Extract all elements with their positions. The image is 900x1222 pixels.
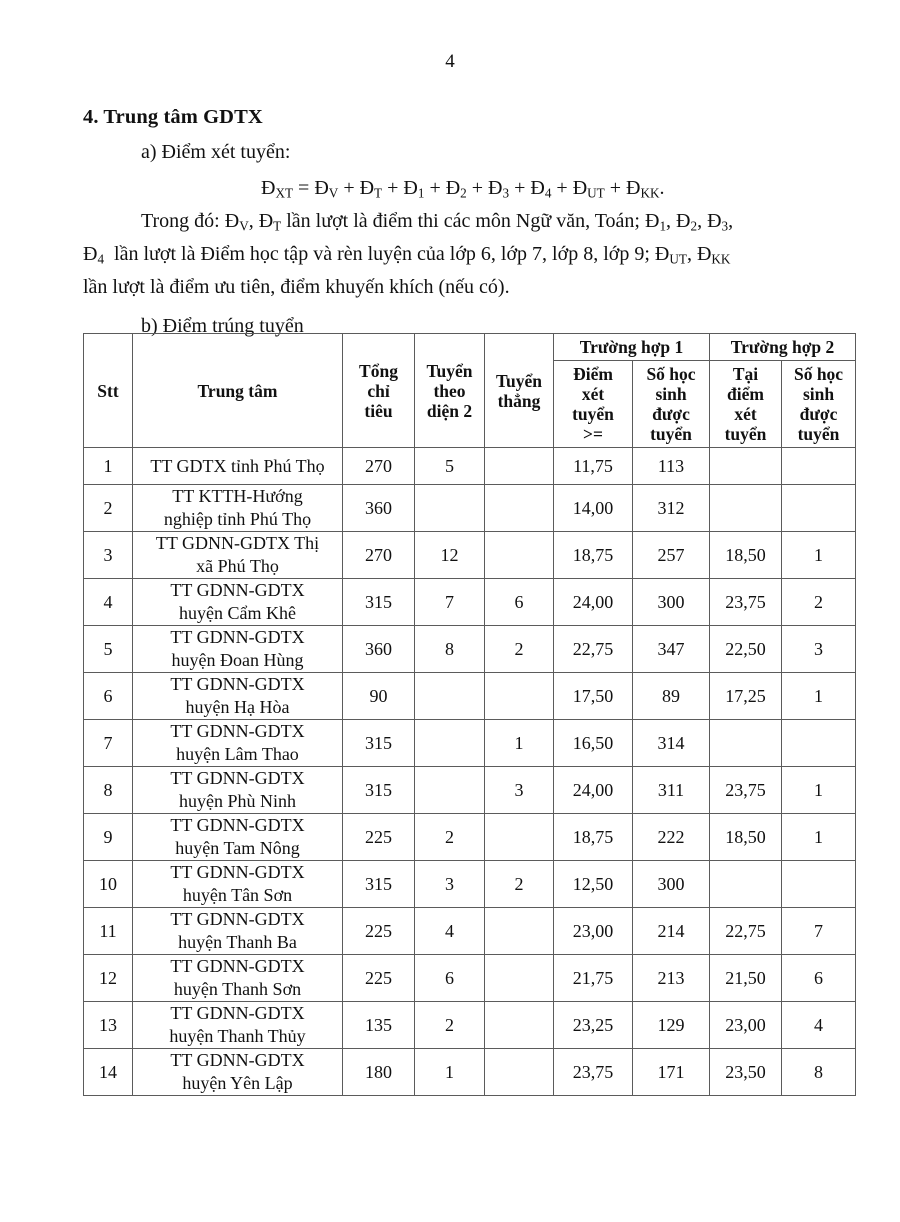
cell-center-name — [133, 1002, 343, 1049]
column-header-quota-type2 — [415, 334, 485, 448]
cell-center-name — [133, 861, 343, 908]
center-name-line: TT GDNN-GDTX — [170, 721, 305, 741]
formula-plus: + — [471, 177, 484, 199]
cell-case1-score: 12,50 — [554, 861, 633, 908]
header-line: Tuyển — [426, 360, 473, 381]
cell-case2-score: 21,50 — [710, 955, 782, 1002]
table-row — [84, 485, 856, 532]
column-header-case2-students — [782, 361, 856, 448]
cell-total-quota: 225 — [343, 908, 415, 955]
formula-lhs: $Đ_{XT}$ — [261, 177, 294, 201]
cell-case2-students: 8 — [782, 1049, 856, 1096]
cell-direct-admission: 1 — [485, 720, 554, 767]
cell-total-quota: 180 — [343, 1049, 415, 1096]
cell-stt: 8 — [84, 767, 133, 814]
cell-case2-students: 1 — [782, 673, 856, 720]
cell-center-name — [133, 767, 343, 814]
header-line: tuyển — [572, 404, 614, 424]
header-line: được — [799, 404, 838, 424]
cell-case2-score: 22,50 — [710, 626, 782, 673]
center-name-line: huyện Tân Sơn — [182, 885, 293, 905]
cell-total-quota: 315 — [343, 861, 415, 908]
cell-direct-admission — [485, 448, 554, 485]
table-row — [84, 448, 856, 485]
formula-term-5: $Đ_3$ — [488, 177, 510, 201]
admission-score-formula — [83, 173, 858, 203]
cell-case2-score: 23,00 — [710, 1002, 782, 1049]
cell-case1-students: 311 — [633, 767, 710, 814]
cell-case2-students: 7 — [782, 908, 856, 955]
center-name-line: xã Phú Thọ — [196, 556, 279, 576]
cell-total-quota: 225 — [343, 814, 415, 861]
header-line: theo — [433, 380, 466, 401]
center-name-line: huyện Hạ Hòa — [185, 697, 290, 717]
cell-case1-students: 113 — [633, 448, 710, 485]
cell-case1-score: 14,00 — [554, 485, 633, 532]
cell-case2-score — [710, 861, 782, 908]
header-line: sinh — [802, 384, 835, 404]
center-name-line: TT GDTX tỉnh Phú Thọ — [150, 455, 325, 476]
cell-case2-students: 1 — [782, 767, 856, 814]
formula-plus: + — [609, 177, 622, 199]
cell-case1-score: 23,75 — [554, 1049, 633, 1096]
table-body — [84, 448, 856, 1096]
formula-period: . — [659, 177, 665, 199]
formula-legend-line-1: Trong đó: $Đ_V$, $Đ_T$ lần lượt là điểm thi các môn Ngữ văn, Toán; $Đ_1$, $Đ_2$, $Đ_3$, — [141, 210, 734, 234]
cell-stt: 11 — [84, 908, 133, 955]
formula-term-8: $Đ_{KK}$ — [626, 177, 660, 201]
cell-case1-score: 11,75 — [554, 448, 633, 485]
cell-direct-admission: 3 — [485, 767, 554, 814]
cell-stt: 4 — [84, 579, 133, 626]
table-row — [84, 673, 856, 720]
cell-stt: 10 — [84, 861, 133, 908]
center-name-line: huyện Tam Nông — [175, 838, 300, 858]
cell-case1-students: 171 — [633, 1049, 710, 1096]
formula-term-4: $Đ_2$ — [445, 177, 467, 201]
cell-case1-students: 314 — [633, 720, 710, 767]
cell-case1-students: 222 — [633, 814, 710, 861]
cell-case2-students: 1 — [782, 814, 856, 861]
cell-case1-students: 312 — [633, 485, 710, 532]
center-name-line: TT GDNN-GDTX — [170, 580, 305, 600]
cell-case1-score: 21,75 — [554, 955, 633, 1002]
cell-stt: 13 — [84, 1002, 133, 1049]
cell-quota-type2: 4 — [415, 908, 485, 955]
cell-total-quota: 315 — [343, 720, 415, 767]
center-name-line: TT GDNN-GDTX — [170, 862, 305, 882]
cell-case2-score: 23,75 — [710, 767, 782, 814]
section-heading: 4. Trung tâm GDTX — [83, 106, 263, 128]
center-name-line: TT GDNN-GDTX — [170, 815, 305, 835]
cell-case1-students: 347 — [633, 626, 710, 673]
cell-case2-students — [782, 720, 856, 767]
cell-case2-score — [710, 485, 782, 532]
cell-case2-score: 17,25 — [710, 673, 782, 720]
cell-total-quota: 315 — [343, 579, 415, 626]
header-line: Điểm — [573, 364, 613, 384]
cell-case2-students — [782, 448, 856, 485]
formula-plus: + — [556, 177, 568, 199]
cell-quota-type2: 5 — [415, 448, 485, 485]
center-name-line: TT GDNN-GDTX — [170, 674, 305, 694]
cell-case1-students: 257 — [633, 532, 710, 579]
cell-stt: 6 — [84, 673, 133, 720]
center-name-line: huyện Đoan Hùng — [171, 650, 304, 670]
cell-total-quota: 90 — [343, 673, 415, 720]
center-name-line: TT GDNN-GDTX — [170, 909, 305, 929]
cell-direct-admission — [485, 532, 554, 579]
cell-case1-score: 17,50 — [554, 673, 633, 720]
cell-total-quota: 270 — [343, 532, 415, 579]
table-row — [84, 532, 856, 579]
column-header-stt: Stt — [84, 334, 133, 448]
center-name-line: huyện Thanh Thủy — [169, 1026, 306, 1046]
center-name-line: huyện Cẩm Khê — [179, 603, 296, 623]
column-header-case2-score — [710, 361, 782, 448]
table-row — [84, 1002, 856, 1049]
cell-case1-students: 213 — [633, 955, 710, 1002]
cell-stt: 3 — [84, 532, 133, 579]
formula-term-3: $Đ_1$ — [403, 177, 425, 201]
cell-case2-score: 22,75 — [710, 908, 782, 955]
cell-stt: 9 — [84, 814, 133, 861]
center-name-line: TT GDNN-GDTX — [170, 627, 305, 647]
center-name-line: TT GDNN-GDTX — [170, 1050, 305, 1070]
header-line: Số học — [646, 364, 696, 384]
cell-total-quota: 225 — [343, 955, 415, 1002]
column-header-case1-students — [633, 361, 710, 448]
cell-total-quota: 315 — [343, 767, 415, 814]
admission-results-table — [83, 333, 856, 1096]
table-row — [84, 579, 856, 626]
column-header-case1-score — [554, 361, 633, 448]
cell-direct-admission: 2 — [485, 626, 554, 673]
subsection-a-label: a) Điểm xét tuyển: — [141, 141, 291, 163]
cell-case1-score: 24,00 — [554, 767, 633, 814]
center-name-line: huyện Phù Ninh — [179, 791, 296, 811]
center-name-line: TT GDNN-GDTX Thị — [155, 533, 320, 553]
table-row — [84, 861, 856, 908]
header-line: tiêu — [364, 400, 393, 421]
cell-case1-score: 18,75 — [554, 532, 633, 579]
cell-center-name — [133, 955, 343, 1002]
cell-case2-score — [710, 448, 782, 485]
cell-quota-type2: 1 — [415, 1049, 485, 1096]
cell-center-name — [133, 448, 343, 485]
column-header-direct-admission — [485, 334, 554, 448]
cell-direct-admission — [485, 908, 554, 955]
center-name-line: huyện Lâm Thao — [176, 744, 299, 764]
cell-total-quota: 360 — [343, 485, 415, 532]
column-header-case-1: Trường hợp 1 — [554, 334, 710, 361]
cell-quota-type2: 6 — [415, 955, 485, 1002]
cell-center-name — [133, 485, 343, 532]
header-line: Tổng — [359, 360, 398, 381]
formula-term-6: $Đ_4$ — [530, 177, 552, 201]
column-header-center: Trung tâm — [133, 334, 343, 448]
cell-case2-students: 1 — [782, 532, 856, 579]
cell-stt: 5 — [84, 626, 133, 673]
cell-case2-students: 2 — [782, 579, 856, 626]
table-row — [84, 626, 856, 673]
cell-stt: 2 — [84, 485, 133, 532]
cell-total-quota: 360 — [343, 626, 415, 673]
cell-case2-score: 18,50 — [710, 532, 782, 579]
cell-direct-admission: 6 — [485, 579, 554, 626]
cell-center-name — [133, 532, 343, 579]
table-row — [84, 767, 856, 814]
table-row — [84, 955, 856, 1002]
cell-total-quota: 135 — [343, 1002, 415, 1049]
cell-case1-score: 18,75 — [554, 814, 633, 861]
cell-direct-admission — [485, 673, 554, 720]
header-line: sinh — [655, 384, 687, 404]
cell-center-name — [133, 579, 343, 626]
table-header — [84, 334, 856, 448]
cell-direct-admission: 2 — [485, 861, 554, 908]
cell-case2-students: 4 — [782, 1002, 856, 1049]
cell-case2-students: 3 — [782, 626, 856, 673]
cell-direct-admission — [485, 1049, 554, 1096]
cell-case2-score: 23,75 — [710, 579, 782, 626]
cell-stt: 14 — [84, 1049, 133, 1096]
cell-quota-type2 — [415, 767, 485, 814]
cell-quota-type2: 12 — [415, 532, 485, 579]
cell-case2-students — [782, 861, 856, 908]
cell-quota-type2: 2 — [415, 1002, 485, 1049]
table-row — [84, 814, 856, 861]
center-name-line: huyện Thanh Sơn — [173, 979, 302, 999]
formula-legend-line-3: lần lượt là điểm ưu tiên, điểm khuyến khích (nếu có). — [83, 276, 510, 298]
cell-quota-type2 — [415, 673, 485, 720]
cell-case2-students — [782, 485, 856, 532]
admission-results-table-container — [83, 333, 855, 1096]
cell-direct-admission — [485, 955, 554, 1002]
header-line: thẳng — [497, 390, 541, 411]
cell-center-name — [133, 908, 343, 955]
cell-quota-type2 — [415, 720, 485, 767]
cell-quota-type2: 3 — [415, 861, 485, 908]
center-name-line: nghiệp tỉnh Phú Thọ — [163, 509, 312, 529]
header-line: Tuyển — [495, 370, 543, 391]
center-name-line: TT GDNN-GDTX — [170, 956, 305, 976]
cell-direct-admission — [485, 1002, 554, 1049]
header-line: Tại — [732, 364, 759, 384]
header-line: được — [652, 404, 690, 424]
cell-case1-students: 300 — [633, 579, 710, 626]
formula-legend-line-2: $Đ_4$ lần lượt là Điểm học tập và rèn luyện của lớp 6, lớp 7, lớp 8, lớp 9; $Đ_{UT}$, $Đ_{KK}$ — [83, 243, 731, 267]
header-line: chỉ — [367, 380, 390, 401]
formula-plus: + — [429, 177, 441, 199]
cell-case2-score: 18,50 — [710, 814, 782, 861]
column-header-total-quota — [343, 334, 415, 448]
cell-case2-score: 23,50 — [710, 1049, 782, 1096]
cell-total-quota: 270 — [343, 448, 415, 485]
cell-quota-type2 — [415, 485, 485, 532]
cell-stt: 12 — [84, 955, 133, 1002]
cell-center-name — [133, 720, 343, 767]
cell-case1-students: 89 — [633, 673, 710, 720]
table-row — [84, 720, 856, 767]
header-line: Số học — [793, 364, 844, 384]
cell-case1-students: 214 — [633, 908, 710, 955]
cell-direct-admission — [485, 814, 554, 861]
header-line: tuyển — [650, 424, 692, 444]
cell-case2-students: 6 — [782, 955, 856, 1002]
cell-center-name — [133, 1049, 343, 1096]
formula-term-1: $Đ_V$ — [314, 177, 339, 201]
cell-case1-score: 16,50 — [554, 720, 633, 767]
column-header-case-2: Trường hợp 2 — [710, 334, 856, 361]
cell-direct-admission — [485, 485, 554, 532]
center-name-line: huyện Thanh Ba — [178, 932, 297, 952]
cell-quota-type2: 2 — [415, 814, 485, 861]
header-line: tuyển — [724, 424, 767, 444]
cell-case1-students: 129 — [633, 1002, 710, 1049]
page-number: 4 — [445, 51, 455, 72]
formula-plus: + — [514, 177, 526, 199]
cell-center-name — [133, 626, 343, 673]
center-name-line: huyện Yên Lập — [182, 1073, 293, 1093]
subsection-b-label: b) Điểm trúng tuyển — [141, 315, 304, 337]
cell-quota-type2: 8 — [415, 626, 485, 673]
formula-plus: + — [387, 177, 399, 199]
cell-case1-score: 22,75 — [554, 626, 633, 673]
cell-stt: 7 — [84, 720, 133, 767]
center-name-line: TT GDNN-GDTX — [170, 1003, 305, 1023]
center-name-line: TT GDNN-GDTX — [170, 768, 305, 788]
formula-term-7: $Đ_{UT}$ — [572, 177, 605, 201]
header-line: tuyển — [797, 424, 840, 444]
formula-plus: + — [343, 177, 355, 199]
cell-case1-score: 23,25 — [554, 1002, 633, 1049]
header-line: xét — [581, 384, 605, 404]
header-line: >= — [583, 424, 603, 444]
cell-center-name — [133, 814, 343, 861]
cell-case1-students: 300 — [633, 861, 710, 908]
formula-term-2: $Đ_T$ — [359, 177, 383, 201]
cell-quota-type2: 7 — [415, 579, 485, 626]
cell-stt: 1 — [84, 448, 133, 485]
table-header-row-1 — [84, 334, 856, 361]
header-line: diện 2 — [426, 400, 473, 421]
header-line: xét — [734, 404, 757, 424]
document-body — [83, 103, 858, 341]
cell-case1-score: 23,00 — [554, 908, 633, 955]
center-name-line: TT KTTH-Hướng — [172, 486, 303, 506]
cell-case1-score: 24,00 — [554, 579, 633, 626]
cell-center-name — [133, 673, 343, 720]
formula-equals: = — [298, 177, 310, 199]
table-row — [84, 908, 856, 955]
cell-case2-score — [710, 720, 782, 767]
header-line: điểm — [727, 384, 764, 404]
table-row — [84, 1049, 856, 1096]
